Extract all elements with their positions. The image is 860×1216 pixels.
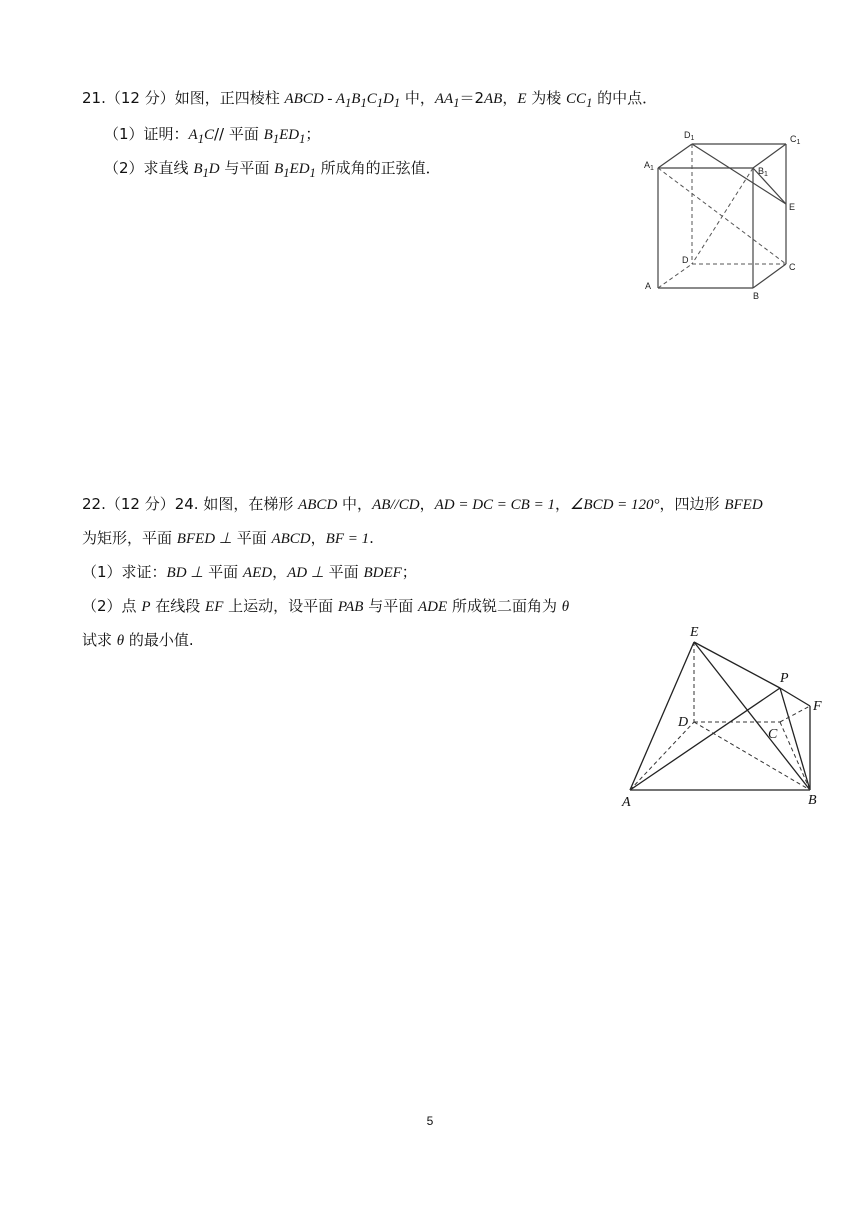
q22-part2: （2）点 P 在线段 EF 上运动，设平面 PAB 与平面 ADE 所成锐二面角为 θ [82, 597, 570, 615]
label-B1: $B_1$ [758, 166, 768, 178]
edge-BC [753, 264, 786, 288]
label-C1: $C_1$ [790, 134, 801, 146]
edge-B1C1 [753, 144, 786, 168]
label-A: A [645, 281, 652, 291]
q21-part1: （1）证明：$A_1C//$ 平面 $B_1ED_1$； [104, 125, 321, 146]
q21-stem: 21.（12 分）如图，正四棱柱 ABCD - $A_1B_1C_1D_1$ 中，$AA_1=2AB$，E 为棱 $CC_1$ 的中点． [82, 89, 658, 110]
label-D: D [682, 255, 689, 265]
q22-part2-cont: 试求 θ 的最小值. [82, 631, 194, 649]
edge-A1D1 [658, 144, 692, 168]
edge-EP [694, 642, 780, 688]
q22-part1: （1）求证：BD ⊥ 平面 AED，AD ⊥ 平面 BDEF； [82, 563, 417, 581]
hidden-edge-CF [780, 706, 810, 722]
label-D1: $D_1$ [684, 130, 695, 142]
label-D: D [678, 715, 689, 730]
q21-part2: （2）求直线 $B_1D$ 与平面 $B_1ED_1$ 所成角的正弦值． [104, 159, 441, 180]
q22-stem-line1: 22.（12 分）24. 如图，在梯形 ABCD 中，AB//CD，AD = DC = CB = 1，∠BCD = 120°，四边形 BFED [82, 495, 763, 513]
prism-figure [636, 122, 816, 308]
label-C: C [789, 262, 796, 272]
segment-D1E [692, 144, 786, 204]
edge-EB [694, 642, 810, 790]
label-P: P [780, 671, 789, 686]
hidden-edge-AD [658, 264, 692, 288]
trapezoid-figure [614, 622, 834, 818]
label-C: C [768, 727, 778, 742]
hidden-edge-CB [780, 722, 810, 790]
label-B: B [808, 793, 817, 808]
label-B: B [753, 291, 760, 301]
page-number: 5 [426, 1114, 434, 1128]
q22-stem-line2: 为矩形，平面 BFED ⊥ 平面 ABCD，BF = 1. [82, 529, 374, 547]
label-A1: $A_1$ [644, 160, 654, 172]
label-A: A [622, 795, 631, 810]
label-E: E [690, 625, 699, 640]
hidden-segment-B1D [692, 168, 753, 264]
label-F: F [813, 699, 822, 714]
label-E: E [789, 202, 796, 212]
hidden-edge-AD [630, 722, 694, 790]
